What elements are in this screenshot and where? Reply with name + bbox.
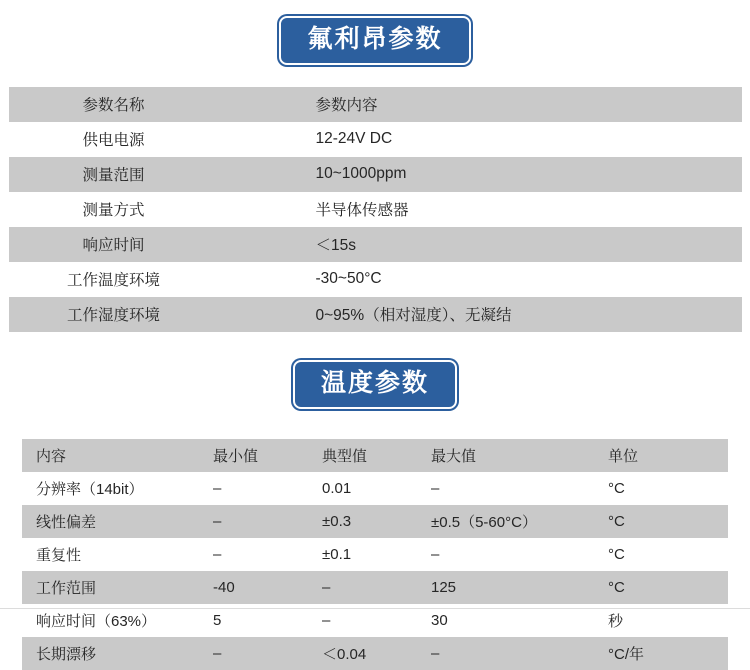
temp-cell: 0.01 [308,472,417,505]
freon-row-label: 响应时间 [9,227,219,262]
freon-row-value: 12-24V DC [219,122,742,157]
temp-cell: 重复性 [22,538,199,571]
freon-row-label: 测量方式 [9,192,219,227]
temp-cell: 线性偏差 [22,505,199,538]
table-row [22,538,728,571]
table-row [9,297,742,332]
table-header-row [22,439,728,472]
temp-cell: ±0.1 [308,538,417,571]
temp-cell: °C [594,538,728,571]
temp-cell: °C [594,571,728,604]
temp-cell: °C [594,472,728,505]
table-row [9,87,742,122]
temperature-title-spacer [0,409,750,439]
temp-cell: – [417,472,594,505]
freon-title-spacer [0,65,750,87]
temp-cell: – [417,538,594,571]
temp-cell: 5 [199,604,308,637]
temp-cell: – [199,472,308,505]
temp-cell: 长期漂移 [22,637,199,670]
table-row [22,472,728,505]
table-row [22,505,728,538]
freon-row-label: 工作温度环境 [9,262,219,297]
temp-cell: 秒 [594,604,728,637]
table-row [9,157,742,192]
freon-section-title: 氟利昂参数 [279,16,470,65]
temp-cell: °C/年 [594,637,728,670]
temp-cell: – [199,637,308,670]
freon-row-value: 10~1000ppm [219,157,742,192]
temp-cell: ±0.3 [308,505,417,538]
temp-cell: ±0.5（5-60°C） [417,505,594,538]
freon-section-title-wrap [0,16,750,65]
freon-row-label: 测量范围 [9,157,219,192]
top-spacer [0,0,750,16]
freon-row-label: 参数名称 [9,87,219,122]
freon-row-value: 半导体传感器 [219,192,742,227]
freon-row-value: 参数内容 [219,87,742,122]
table-row [9,122,742,157]
freon-row-label: 工作湿度环境 [9,297,219,332]
temp-cell: – [199,538,308,571]
temp-cell: – [308,604,417,637]
freon-row-value: -30~50°C [219,262,742,297]
temp-column-header: 最小值 [199,439,308,472]
temp-cell: 分辨率（14bit） [22,472,199,505]
temp-cell: 响应时间（63%） [22,604,199,637]
table-row [9,192,742,227]
freon-parameters-table [9,87,742,332]
table-row [9,262,742,297]
temp-column-header: 单位 [594,439,728,472]
temp-cell: ＜0.04 [308,637,417,670]
temperature-parameters-table [22,439,728,670]
temp-cell: – [199,505,308,538]
temp-cell: °C [594,505,728,538]
freon-row-value: ＜15s [219,227,742,262]
table-row [9,227,742,262]
temperature-section-title-wrap [0,360,750,409]
table-row [22,637,728,670]
bottom-divider [0,608,750,609]
temp-column-header: 内容 [22,439,199,472]
temp-cell: -40 [199,571,308,604]
temp-cell: 30 [417,604,594,637]
temperature-section-title: 温度参数 [293,360,457,409]
freon-row-label: 供电电源 [9,122,219,157]
temp-cell: – [308,571,417,604]
temp-cell: 125 [417,571,594,604]
temp-column-header: 最大值 [417,439,594,472]
temp-cell: 工作范围 [22,571,199,604]
table-row [22,571,728,604]
temp-cell: – [417,637,594,670]
freon-row-value: 0~95%（相对湿度）、无凝结 [219,297,742,332]
temp-column-header: 典型值 [308,439,417,472]
section-gap [0,332,750,360]
